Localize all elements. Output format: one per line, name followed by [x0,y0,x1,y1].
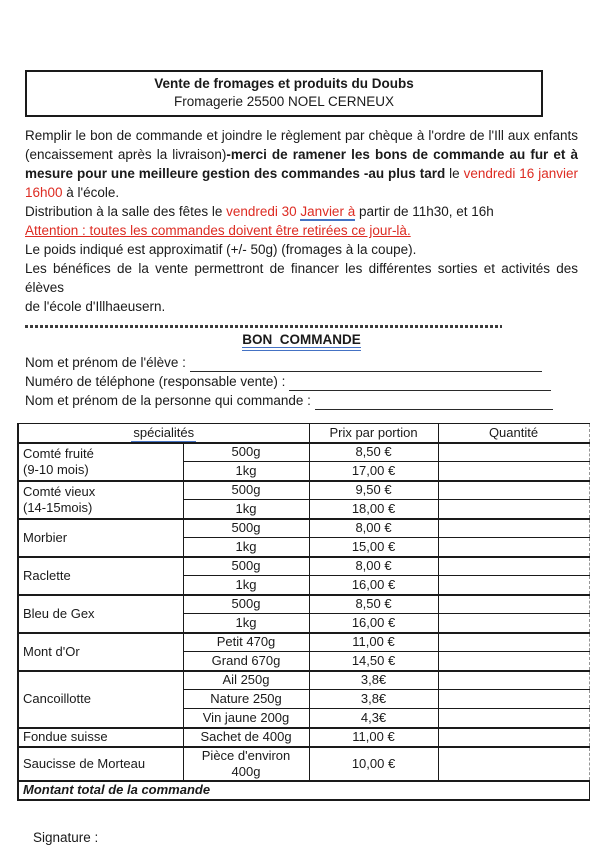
quantity-cell [438,557,589,576]
attention-line: Attention : toutes les commandes doivent être retirées ce jour-là. [25,223,411,238]
orderer-name-field [25,391,578,410]
benefits-line-2: de l'école d'Illhaeusern. [25,299,166,314]
product-cell: Morbier [18,519,183,557]
orderer-name-label: Nom et prénom de la personne qui commande : [25,393,311,408]
intro-line-1: Remplir le bon de commande et joindre le règlement par chèque à l'ordre de l'Ill aux enfants [25,128,578,143]
quantity-cell [438,500,589,519]
table-row [18,633,589,652]
quantity-cell [438,443,589,462]
table-row [18,728,589,747]
intro-line-2: (encaissement après la livraison)-merci de ramener les bons de commande au fur et à [25,147,578,162]
document-title-box [25,70,543,117]
weight-note-line: Le poids indiqué est approximatif (+/- 50g) (fromages à la coupe). [25,242,417,257]
deadline-time: 16h00 [25,185,63,200]
table-row [18,519,589,538]
product-cell: Fondue suisse [18,728,183,747]
student-name-blank-line [190,357,542,372]
price-cell: 16,00 € [309,614,438,633]
price-cell: 10,00 € [309,747,438,781]
product-cell: Cancoillotte [18,671,183,728]
total-label-cell: Montant total de la commande [18,781,589,800]
quantity-cell [438,633,589,652]
quantity-cell [438,690,589,709]
table-header-row [18,424,589,443]
price-cell: 18,00 € [309,500,438,519]
quantity-cell [438,671,589,690]
weight-cell: 500g [183,443,309,462]
order-table [17,423,590,801]
price-cell: 3,8€ [309,671,438,690]
quantity-cell [438,481,589,500]
deadline-date: vendredi 16 janvier [463,166,579,181]
weight-cell: 500g [183,481,309,500]
weight-cell: 1kg [183,538,309,557]
table-row [18,443,589,462]
weight-cell: Grand 670g [183,652,309,671]
header-quantite: Quantité [438,424,589,443]
weight-cell: 1kg [183,576,309,595]
orderer-name-blank-line [315,395,553,410]
phone-label: Numéro de téléphone (responsable vente) : [25,374,286,389]
price-cell: 3,8€ [309,690,438,709]
order-form-heading: BON COMMANDE [25,330,578,349]
distribution-date: vendredi 30 [226,204,301,219]
student-name-field [25,353,578,372]
intro-paragraph [25,126,578,316]
table-row [18,481,589,500]
quantity-cell [438,652,589,671]
weight-cell: Vin jaune 200g [183,709,309,728]
weight-cell: Pièce d'environ 400g [183,747,309,781]
price-cell: 8,00 € [309,557,438,576]
weight-cell: 1kg [183,462,309,481]
price-cell: 8,50 € [309,595,438,614]
product-cell: Mont d'Or [18,633,183,671]
product-cell: Raclette [18,557,183,595]
student-name-label: Nom et prénom de l'élève : [25,355,186,370]
product-cell: Saucisse de Morteau [18,747,183,781]
signature-label: Signature : [33,829,99,845]
weight-cell: Petit 470g [183,633,309,652]
quantity-cell [438,595,589,614]
product-cell: Bleu de Gex [18,595,183,633]
quantity-cell [438,519,589,538]
quantity-cell [438,614,589,633]
price-cell: 16,00 € [309,576,438,595]
header-specialites: spécialités [18,424,309,443]
price-cell: 17,00 € [309,462,438,481]
product-cell: Comté fruité (9-10 mois) [18,443,183,481]
weight-cell: Sachet de 400g [183,728,309,747]
total-row [18,781,589,800]
table-row [18,671,589,690]
price-cell: 11,00 € [309,633,438,652]
weight-cell: 1kg [183,614,309,633]
document-subtitle: Fromagerie 25500 NOEL CERNEUX [173,94,395,109]
price-cell: 4,3€ [309,709,438,728]
quantity-cell [438,728,589,747]
phone-field [25,372,578,391]
phone-blank-line [289,376,551,391]
weight-cell: Nature 250g [183,690,309,709]
benefits-line-1: Les bénéfices de la vente permettront de financer les différentes sorties et activités des élèves [25,261,578,295]
dashed-separator [25,325,502,328]
header-prix: Prix par portion [309,424,438,443]
product-cell: Comté vieux (14-15mois) [18,481,183,519]
price-cell: 8,50 € [309,443,438,462]
table-row [18,557,589,576]
document-title: Vente de fromages et produits du Doubs [154,76,414,91]
weight-cell: Ail 250g [183,671,309,690]
price-cell: 9,50 € [309,481,438,500]
price-cell: 15,00 € [309,538,438,557]
quantity-cell [438,538,589,557]
quantity-cell [438,462,589,481]
price-cell: 8,00 € [309,519,438,538]
weight-cell: 1kg [183,500,309,519]
quantity-cell [438,576,589,595]
intro-line-4: 16h00 à l'école. [25,185,120,200]
table-row [18,747,589,781]
weight-cell: 500g [183,595,309,614]
intro-line-3: mesure pour une meilleure gestion des commandes -au plus tard le vendredi 16 janvier [25,166,579,181]
table-row [18,595,589,614]
distribution-month: Janvier à [300,204,356,219]
quantity-cell [438,747,589,781]
quantity-cell [438,709,589,728]
weight-cell: 500g [183,557,309,576]
price-cell: 11,00 € [309,728,438,747]
price-cell: 14,50 € [309,652,438,671]
weight-cell: 500g [183,519,309,538]
distribution-line: Distribution à la salle des fêtes le vendredi 30 Janvier à partir de 11h30, et 16h [25,204,494,219]
